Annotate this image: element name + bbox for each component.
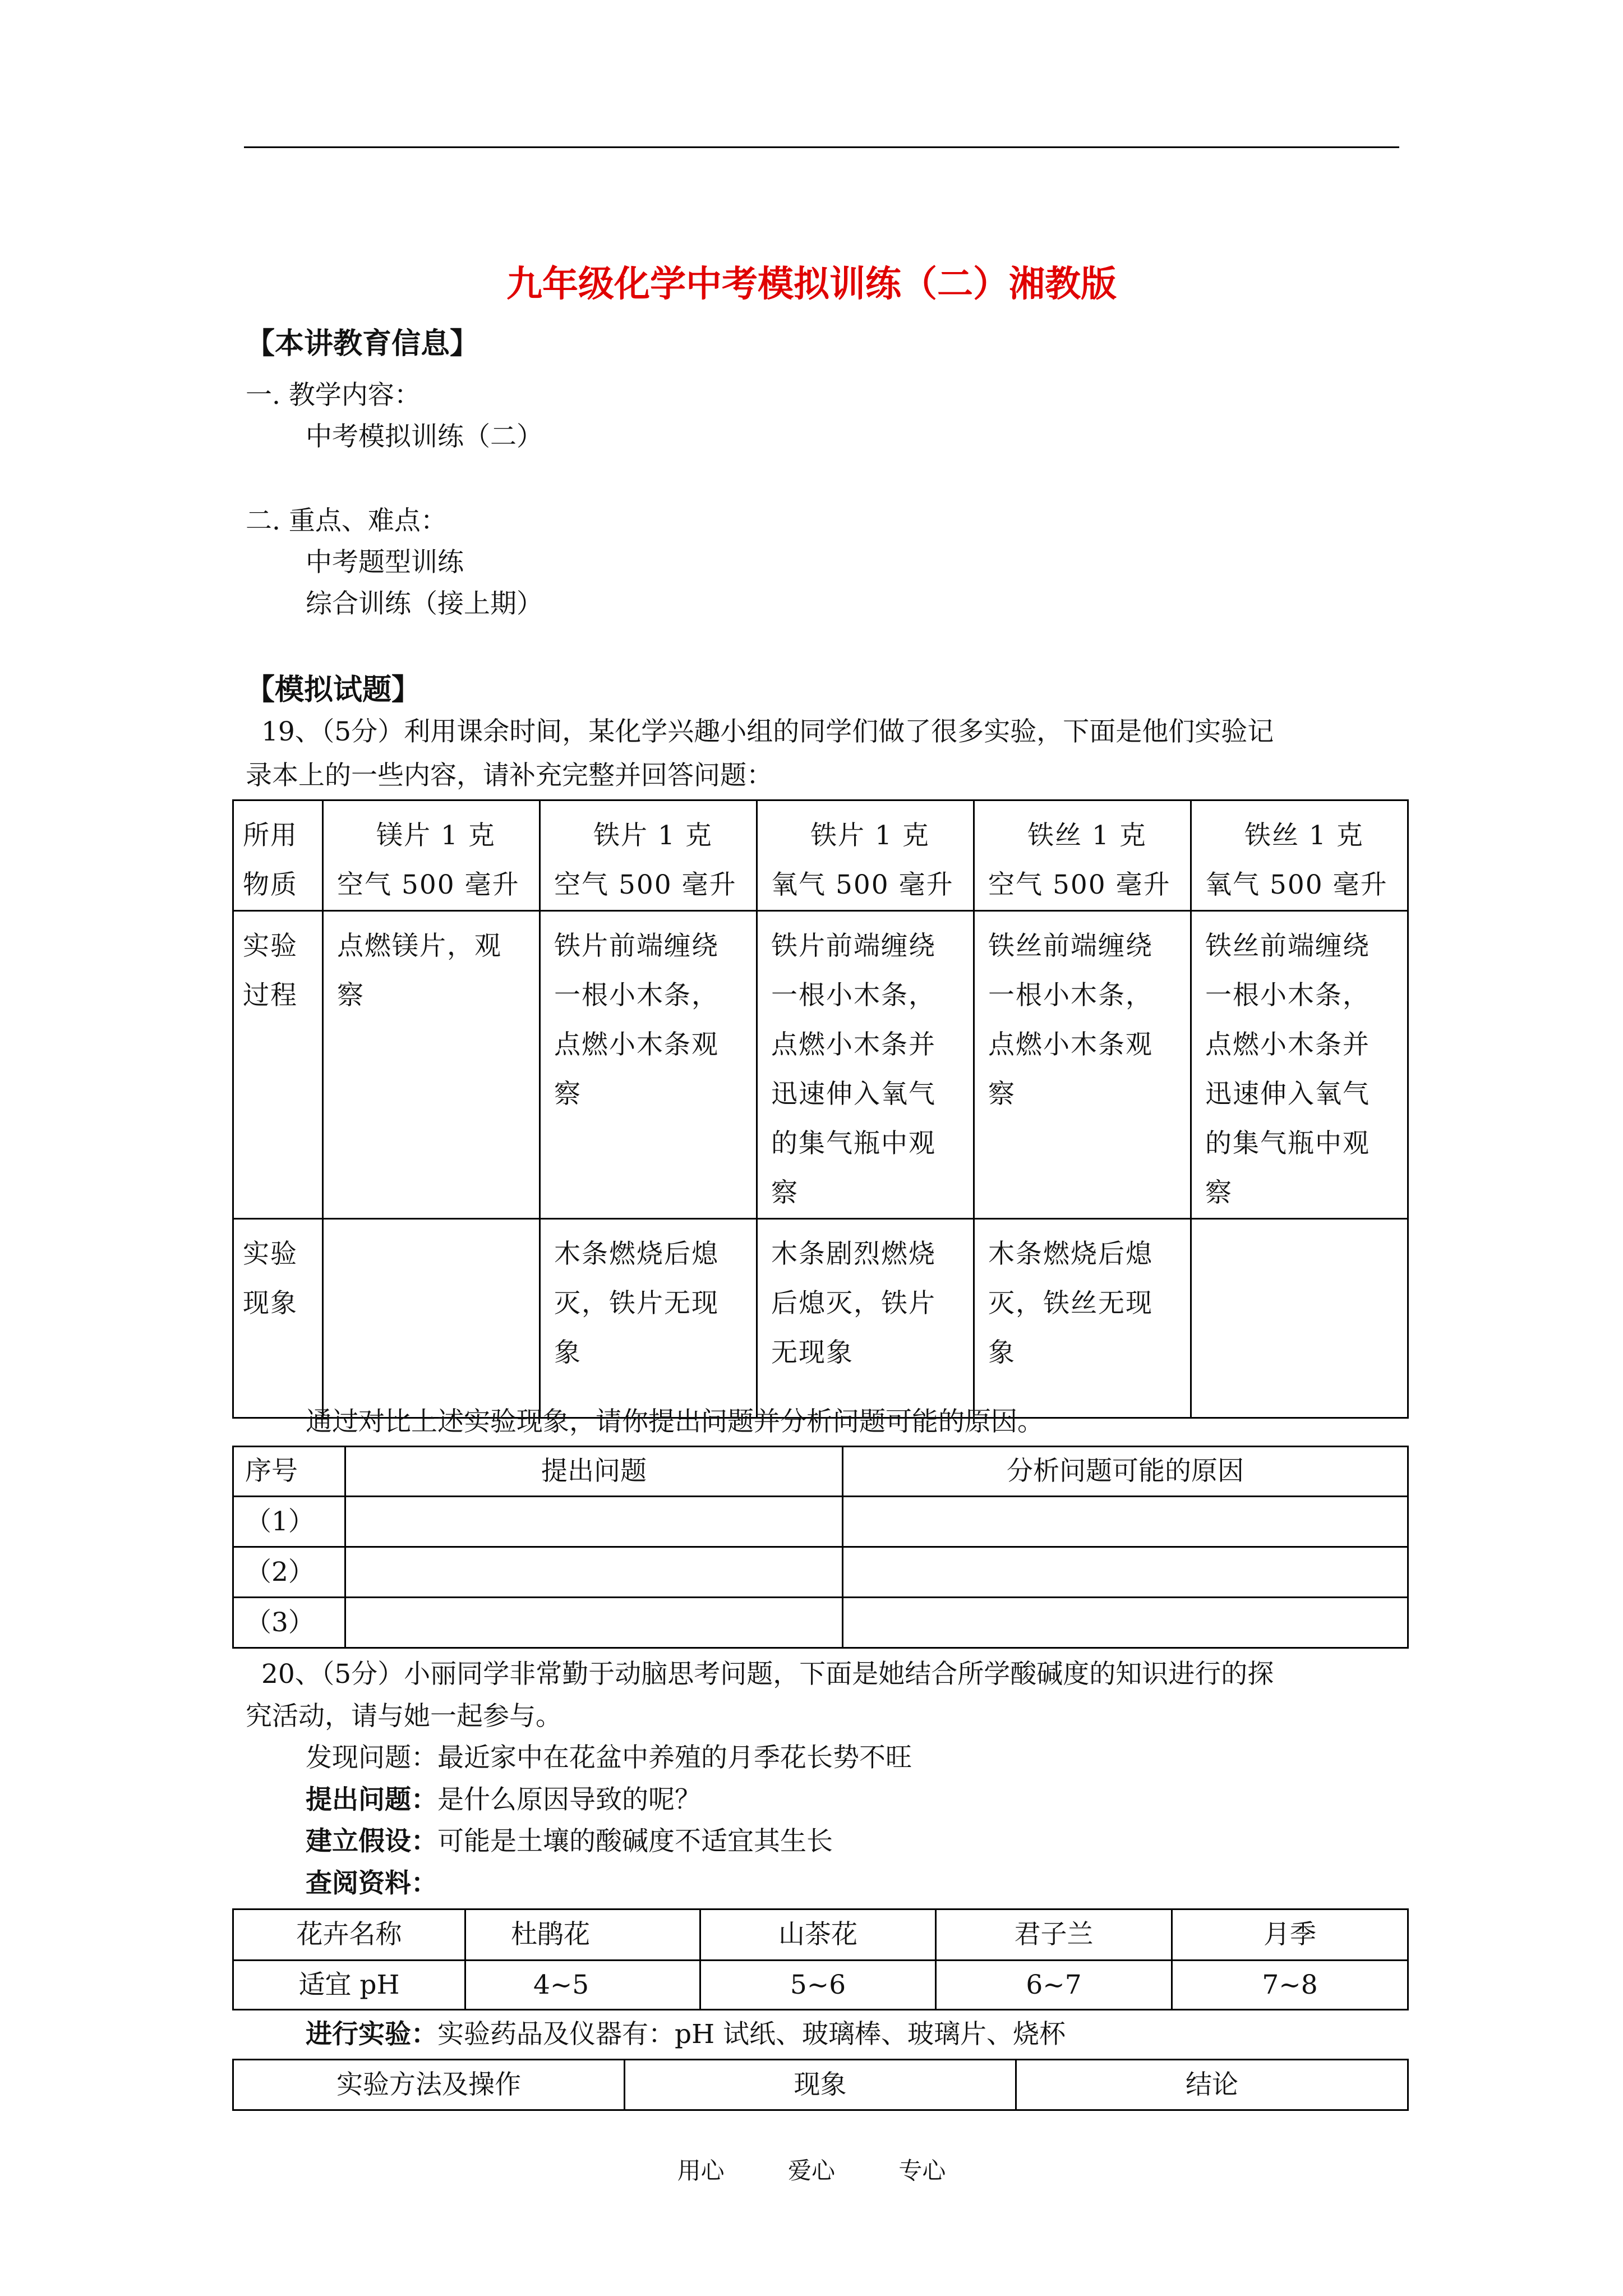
column-header-question: 提出问题: [345, 1447, 843, 1497]
table-row: [233, 1497, 1408, 1547]
column-header-conclusion: 结论: [1016, 2060, 1408, 2110]
q19-intro-line2: 录本上的一些内容，请补充完整并回答问题：: [246, 760, 773, 791]
q20-lookup-label: 查阅资料：: [306, 1868, 437, 1899]
document-title: 九年级化学中考模拟训练（二）湘教版: [506, 263, 1117, 305]
column-header-method: 实验方法及操作: [233, 2060, 625, 2110]
answer-cell[interactable]: [843, 1547, 1408, 1598]
material-cell: 铁丝 1 克 氧气 500 毫升: [1191, 800, 1408, 911]
phenomenon-cell: [1191, 1219, 1408, 1418]
item1-label: 一. 教学内容：: [246, 380, 421, 411]
flower-name: 君子兰: [936, 1910, 1172, 1961]
material-cell: 镁片 1 克 空气 500 毫升: [323, 800, 540, 911]
q19-intro-line1: 19、（5分）利用课余时间，某化学兴趣小组的同学们做了很多实验，下面是他们实验记: [261, 716, 1274, 747]
table-row: [233, 1961, 1408, 2010]
q20-discover: 发现问题：最近家中在花盆中养殖的月季花长势不旺: [306, 1742, 912, 1773]
process-cell: 铁丝前端缠绕一根小木条，点燃小木条观察: [974, 911, 1191, 1219]
table-row: [233, 1910, 1408, 1961]
q19-analysis-table: [232, 1446, 1409, 1649]
answer-cell[interactable]: [345, 1598, 843, 1648]
column-header-index: 序号: [233, 1447, 345, 1497]
item2-line-2: 综合训练（接上期）: [306, 588, 543, 619]
phenomenon-cell: 木条燃烧后熄灭，铁片无现象: [540, 1219, 757, 1418]
process-cell: 铁丝前端缠绕一根小木条，点燃小木条并迅速伸入氧气的集气瓶中观察: [1191, 911, 1408, 1219]
item2-label: 二. 重点、难点：: [246, 505, 447, 536]
q20-raise: 提出问题：是什么原因导致的呢？: [306, 1784, 701, 1815]
q19-experiment-table: [232, 799, 1409, 1419]
q19-compare-text: 通过对比上述实验现象，请你提出问题并分析问题可能的原因。: [306, 1406, 1044, 1437]
row-header-materials: 所用物质: [233, 800, 323, 911]
process-cell: 铁片前端缠绕一根小木条，点燃小木条并迅速伸入氧气的集气瓶中观察: [757, 911, 974, 1219]
column-header-phenomenon: 现象: [625, 2060, 1016, 2110]
process-cell: 点燃镁片，观察: [323, 911, 540, 1219]
experiment-table: [232, 2059, 1409, 2111]
answer-cell[interactable]: [843, 1598, 1408, 1648]
item1-content: 中考模拟训练（二）: [306, 421, 543, 452]
flower-name-header: 花卉名称: [233, 1910, 465, 1961]
row-index: （1）: [233, 1497, 345, 1547]
answer-cell[interactable]: [843, 1497, 1408, 1547]
ph-value: 7~8: [1172, 1961, 1408, 2010]
flower-name: 杜鹃花: [465, 1910, 700, 1961]
ph-value: 6~7: [936, 1961, 1172, 2010]
ph-header: 适宜 pH: [233, 1961, 465, 2010]
row-index: （3）: [233, 1598, 345, 1648]
table-row: [233, 1219, 1408, 1418]
table-row: [233, 911, 1408, 1219]
flower-name: 山茶花: [700, 1910, 936, 1961]
footer-text: 用心: [677, 2157, 725, 2184]
table-row: [233, 1547, 1408, 1598]
header-rule: [244, 146, 1399, 148]
q20-intro-line1: 20、（5分）小丽同学非常勤于动脑思考问题，下面是她结合所学酸碱度的知识进行的探: [261, 1659, 1274, 1690]
footer-text: 爱心: [787, 2157, 835, 2184]
table-row: [233, 1598, 1408, 1648]
q20-hypothesis: 建立假设：可能是土壤的酸碱度不适宜其生长: [306, 1826, 833, 1857]
material-cell: 铁片 1 克 空气 500 毫升: [540, 800, 757, 911]
phenomenon-cell: 木条燃烧后熄灭，铁丝无现象: [974, 1219, 1191, 1418]
row-header-phenomena: 实验现象: [233, 1219, 323, 1418]
material-cell: 铁丝 1 克 空气 500 毫升: [974, 800, 1191, 911]
row-index: （2）: [233, 1547, 345, 1598]
flower-name: 月季: [1172, 1910, 1408, 1961]
material-cell: 铁片 1 克 氧气 500 毫升: [757, 800, 974, 911]
section-heading-test: 【模拟试题】: [246, 673, 421, 707]
process-cell: 铁片前端缠绕一根小木条，点燃小木条观察: [540, 911, 757, 1219]
table-row: [233, 800, 1408, 911]
table-row: [233, 1447, 1408, 1497]
answer-cell[interactable]: [345, 1547, 843, 1598]
page-footer: [0, 2154, 1623, 2188]
footer-text: 专心: [898, 2157, 946, 2184]
q20-experiment: 进行实验：实验药品及仪器有：pH 试纸、玻璃棒、玻璃片、烧杯: [306, 2019, 1066, 2050]
phenomenon-cell: [323, 1219, 540, 1418]
item2-line-1: 中考题型训练: [306, 547, 464, 578]
row-header-process: 实验过程: [233, 911, 323, 1219]
ph-value: 5~6: [700, 1961, 936, 2010]
answer-cell[interactable]: [345, 1497, 843, 1547]
table-row: [233, 2060, 1408, 2110]
q20-intro-line2: 究活动，请与她一起参与。: [246, 1701, 562, 1732]
section-heading-info: 【本讲教育信息】: [246, 326, 479, 361]
ph-value: 4~5: [465, 1961, 700, 2010]
ph-table: [232, 1908, 1409, 2010]
column-header-reason: 分析问题可能的原因: [843, 1447, 1408, 1497]
phenomenon-cell: 木条剧烈燃烧后熄灭，铁片无现象: [757, 1219, 974, 1418]
